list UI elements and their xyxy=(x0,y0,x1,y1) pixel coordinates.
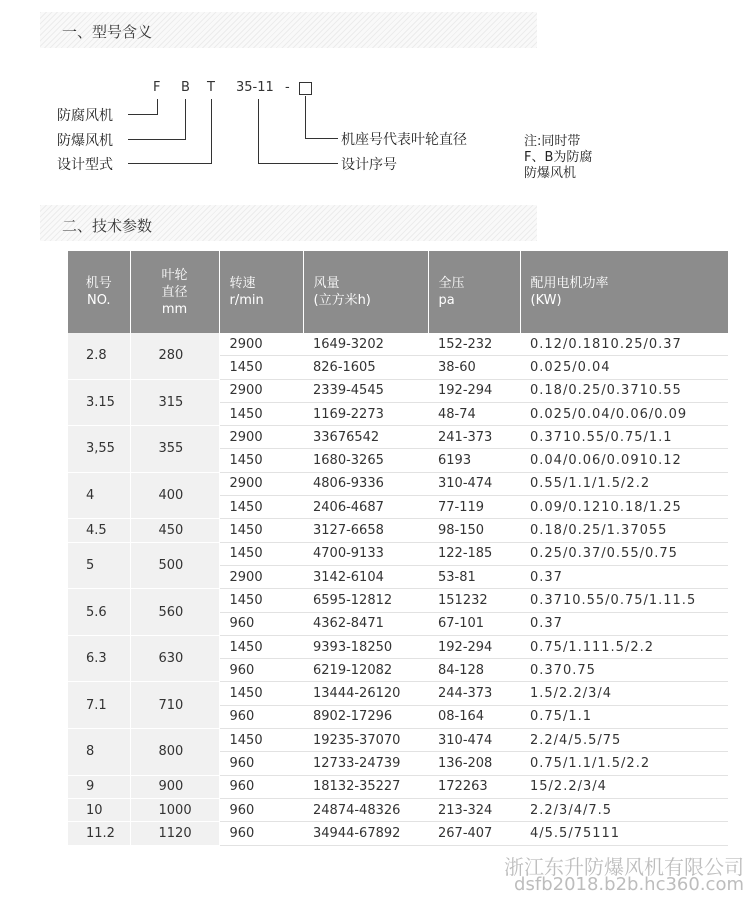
table-row xyxy=(68,426,728,449)
note-line: 注:同时带 xyxy=(524,134,581,149)
cell-airflow: 8902-17296 xyxy=(303,705,428,728)
watermark-url: dsfb2018.b2b.hc360.com xyxy=(514,874,744,895)
cell-airflow: 6219-12082 xyxy=(303,659,428,682)
cell-speed: 1450 xyxy=(219,496,303,519)
cell-pressure: 136-208 xyxy=(428,752,520,775)
cell-power: 0.55/1.1/1.5/2.2 xyxy=(520,472,728,495)
cell-airflow: 1649-3202 xyxy=(303,333,428,356)
cell-airflow: 19235-37070 xyxy=(303,729,428,752)
cell-pressure: 48-74 xyxy=(428,402,520,425)
cell-pressure: 53-81 xyxy=(428,565,520,588)
table-row xyxy=(68,635,728,658)
cell-power: 0.75/1.111.5/2.2 xyxy=(520,635,728,658)
connector-t xyxy=(211,99,212,163)
cell-power: 0.37 xyxy=(520,565,728,588)
cell-power: 4/5.5/75111 xyxy=(520,822,728,845)
cell-power: 1.5/2.2/3/4 xyxy=(520,682,728,705)
cell-model-no: 5 xyxy=(68,542,130,589)
cell-power: 0.09/0.1210.18/1.25 xyxy=(520,496,728,519)
cell-pressure: 77-119 xyxy=(428,496,520,519)
cell-model-no: 7.1 xyxy=(68,682,130,729)
spec-header-row xyxy=(68,251,728,333)
header-airflow: 风量 (立方米h) xyxy=(303,251,428,333)
cell-diameter: 1000 xyxy=(130,798,219,821)
cell-pressure: 192-294 xyxy=(428,635,520,658)
cell-power: 0.18/0.25/0.3710.55 xyxy=(520,379,728,402)
cell-pressure: 267-407 xyxy=(428,822,520,845)
cell-speed: 2900 xyxy=(219,426,303,449)
section-title-model: 一、型号含义 xyxy=(62,23,153,41)
cell-power: 0.025/0.04/0.06/0.09 xyxy=(520,402,728,425)
cell-pressure: 38-60 xyxy=(428,356,520,379)
model-dash: - xyxy=(285,80,290,95)
table-row xyxy=(68,775,728,798)
table-row xyxy=(68,519,728,542)
note-line: F、B为防腐 xyxy=(524,150,593,165)
cell-airflow: 4700-9133 xyxy=(303,542,428,565)
cell-power: 0.3710.55/0.75/1.1 xyxy=(520,426,728,449)
cell-speed: 960 xyxy=(219,705,303,728)
cell-airflow: 12733-24739 xyxy=(303,752,428,775)
cell-speed: 1450 xyxy=(219,402,303,425)
cell-speed: 1450 xyxy=(219,449,303,472)
cell-diameter: 800 xyxy=(130,729,219,776)
cell-model-no: 4.5 xyxy=(68,519,130,542)
connector-b xyxy=(185,99,186,139)
cell-airflow: 826-1605 xyxy=(303,356,428,379)
connector-number xyxy=(258,99,259,163)
cell-speed: 1450 xyxy=(219,729,303,752)
cell-speed: 960 xyxy=(219,612,303,635)
model-box xyxy=(299,82,312,95)
cell-diameter: 560 xyxy=(130,589,219,636)
cell-model-no: 8 xyxy=(68,729,130,776)
cell-pressure: 98-150 xyxy=(428,519,520,542)
cell-speed: 1450 xyxy=(219,519,303,542)
cell-diameter: 630 xyxy=(130,635,219,682)
model-letter-f: F xyxy=(153,80,161,95)
table-row xyxy=(68,682,728,705)
cell-model-no: 6.3 xyxy=(68,635,130,682)
cell-speed: 1450 xyxy=(219,635,303,658)
note-line: 防爆风机 xyxy=(524,166,577,181)
cell-pressure: 244-373 xyxy=(428,682,520,705)
cell-power: 0.75/1.1 xyxy=(520,705,728,728)
cell-model-no: 2.8 xyxy=(68,333,130,379)
cell-model-no: 3.15 xyxy=(68,379,130,426)
cell-airflow: 3127-6658 xyxy=(303,519,428,542)
cell-airflow: 4806-9336 xyxy=(303,472,428,495)
cell-speed: 960 xyxy=(219,752,303,775)
model-number: 35-11 xyxy=(236,80,274,95)
section-title-spec: 二、技术参数 xyxy=(62,217,153,235)
cell-airflow: 3142-6104 xyxy=(303,565,428,588)
cell-model-no: 3,55 xyxy=(68,426,130,473)
cell-diameter: 355 xyxy=(130,426,219,473)
cell-diameter: 280 xyxy=(130,333,219,379)
cell-airflow: 13444-26120 xyxy=(303,682,428,705)
cell-pressure: 67-101 xyxy=(428,612,520,635)
connector-box xyxy=(305,96,306,138)
model-letter-t: T xyxy=(207,80,215,95)
cell-model-no: 9 xyxy=(68,775,130,798)
cell-speed: 960 xyxy=(219,822,303,845)
cell-power: 0.18/0.25/1.37055 xyxy=(520,519,728,542)
cell-speed: 2900 xyxy=(219,565,303,588)
table-row xyxy=(68,379,728,402)
cell-diameter: 900 xyxy=(130,775,219,798)
cell-power: 0.370.75 xyxy=(520,659,728,682)
cell-airflow: 2339-4545 xyxy=(303,379,428,402)
header-model-no: 机号 NO. xyxy=(68,251,130,333)
spec-table xyxy=(68,251,728,846)
cell-airflow: 9393-18250 xyxy=(303,635,428,658)
cell-pressure: 122-185 xyxy=(428,542,520,565)
cell-pressure: 213-324 xyxy=(428,798,520,821)
cell-speed: 960 xyxy=(219,659,303,682)
cell-speed: 960 xyxy=(219,775,303,798)
table-row xyxy=(68,542,728,565)
cell-power: 0.37 xyxy=(520,612,728,635)
cell-speed: 2900 xyxy=(219,472,303,495)
cell-airflow: 33676542 xyxy=(303,426,428,449)
cell-airflow: 18132-35227 xyxy=(303,775,428,798)
cell-airflow: 4362-8471 xyxy=(303,612,428,635)
table-row xyxy=(68,798,728,821)
cell-speed: 1450 xyxy=(219,682,303,705)
cell-power: 0.04/0.06/0.0910.12 xyxy=(520,449,728,472)
label-anticorrosion-fan: 防腐风机 xyxy=(57,108,113,124)
cell-pressure: 6193 xyxy=(428,449,520,472)
label-explosion-proof-fan: 防爆风机 xyxy=(57,133,113,149)
cell-power: 2.2/3/4/7.5 xyxy=(520,798,728,821)
cell-pressure: 172263 xyxy=(428,775,520,798)
header-pressure: 全压 pa xyxy=(428,251,520,333)
cell-diameter: 400 xyxy=(130,472,219,519)
cell-airflow: 1169-2273 xyxy=(303,402,428,425)
cell-pressure: 310-474 xyxy=(428,472,520,495)
cell-power: 0.75/1.1/1.5/2.2 xyxy=(520,752,728,775)
label-design-type: 设计型式 xyxy=(57,157,113,173)
cell-pressure: 151232 xyxy=(428,589,520,612)
cell-power: 0.025/0.04 xyxy=(520,356,728,379)
model-note xyxy=(524,134,592,182)
cell-airflow: 1680-3265 xyxy=(303,449,428,472)
cell-airflow: 34944-67892 xyxy=(303,822,428,845)
cell-pressure: 152-232 xyxy=(428,333,520,356)
cell-power: 0.25/0.37/0.55/0.75 xyxy=(520,542,728,565)
cell-diameter: 450 xyxy=(130,519,219,542)
cell-speed: 1450 xyxy=(219,589,303,612)
cell-speed: 960 xyxy=(219,798,303,821)
cell-pressure: 310-474 xyxy=(428,729,520,752)
cell-speed: 1450 xyxy=(219,542,303,565)
label-design-serial: 设计序号 xyxy=(341,157,397,173)
cell-model-no: 10 xyxy=(68,798,130,821)
header-impeller-diameter: 叶轮 直径 mm xyxy=(130,251,219,333)
cell-diameter: 1120 xyxy=(130,822,219,845)
cell-power: 2.2/4/5.5/75 xyxy=(520,729,728,752)
cell-airflow: 6595-12812 xyxy=(303,589,428,612)
cell-speed: 2900 xyxy=(219,379,303,402)
cell-power: 0.3710.55/0.75/1.11.5 xyxy=(520,589,728,612)
table-row xyxy=(68,729,728,752)
cell-pressure: 84-128 xyxy=(428,659,520,682)
label-frame-number: 机座号代表叶轮直径 xyxy=(341,132,467,148)
table-row xyxy=(68,472,728,495)
cell-pressure: 08-164 xyxy=(428,705,520,728)
table-row xyxy=(68,333,728,356)
cell-airflow: 2406-4687 xyxy=(303,496,428,519)
cell-power: 0.12/0.1810.25/0.37 xyxy=(520,333,728,356)
model-letter-b: B xyxy=(181,80,190,95)
cell-pressure: 241-373 xyxy=(428,426,520,449)
cell-speed: 2900 xyxy=(219,333,303,356)
watermark-company: 浙江东升防爆风机有限公司 xyxy=(504,855,744,879)
header-speed: 转速 r/min xyxy=(219,251,303,333)
cell-model-no: 5.6 xyxy=(68,589,130,636)
cell-pressure: 192-294 xyxy=(428,379,520,402)
cell-power: 15/2.2/3/4 xyxy=(520,775,728,798)
cell-model-no: 11.2 xyxy=(68,822,130,845)
cell-model-no: 4 xyxy=(68,472,130,519)
table-row xyxy=(68,822,728,845)
cell-speed: 1450 xyxy=(219,356,303,379)
cell-diameter: 315 xyxy=(130,379,219,426)
connector-f xyxy=(157,99,158,114)
header-motor-power: 配用电机功率 (KW) xyxy=(520,251,728,333)
cell-diameter: 710 xyxy=(130,682,219,729)
cell-diameter: 500 xyxy=(130,542,219,589)
cell-airflow: 24874-48326 xyxy=(303,798,428,821)
table-row xyxy=(68,589,728,612)
